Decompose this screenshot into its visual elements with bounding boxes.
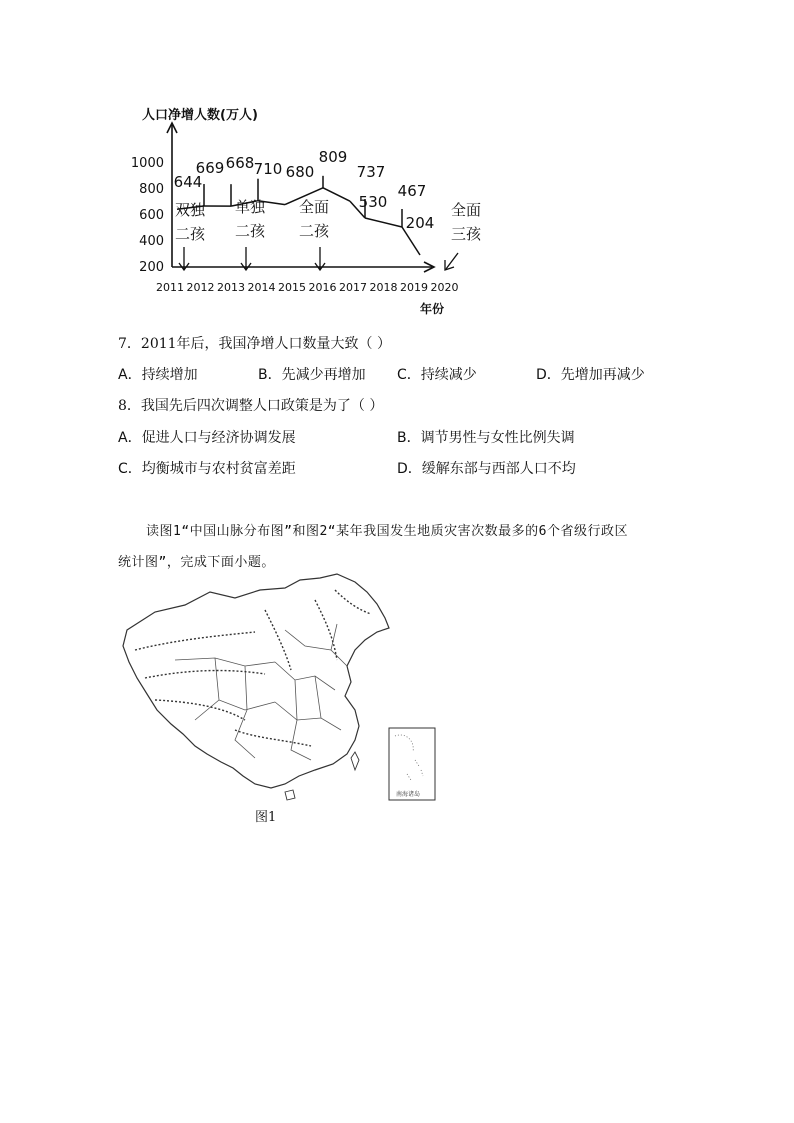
province-borders <box>175 624 347 760</box>
annotation-text: 单独 <box>234 198 266 216</box>
trend-line <box>365 218 402 227</box>
q8-option-b[interactable]: B．调节男性与女性比例失调 <box>397 430 575 446</box>
q7-option-a[interactable]: A．持续增加 <box>118 367 198 383</box>
question-7-stem: 7．2011年后，我国净增人口数量大致（ ） <box>118 336 391 352</box>
chart-x-axis-label: 年份 <box>420 302 445 316</box>
q8-option-d[interactable]: D．缓解东部与西部人口不均 <box>397 461 576 477</box>
x-tick-label: 2017 <box>339 281 367 294</box>
y-tick-label: 600 <box>139 208 164 223</box>
value-label: 809 <box>318 148 348 166</box>
x-tick-label: 2013 <box>217 281 245 294</box>
value-label: 467 <box>397 182 427 200</box>
annotation-text: 三孩 <box>450 225 482 243</box>
annotation-text: 全面 <box>450 201 482 219</box>
intro-line-1: 读图1“中国山脉分布图”和图2“某年我国发生地质灾害次数最多的6个省级行政区 <box>146 524 628 539</box>
figure-1-caption: 图1 <box>255 810 277 825</box>
q8-option-a[interactable]: A．促进人口与经济协调发展 <box>118 430 296 446</box>
population-growth-chart <box>120 95 500 320</box>
china-outline <box>123 574 389 788</box>
x-tick-label: 2012 <box>186 281 215 294</box>
china-mountain-map <box>115 570 445 810</box>
x-tick-label: 2019 <box>400 281 428 294</box>
south-china-sea-inset <box>389 728 435 800</box>
taiwan-island <box>351 752 359 770</box>
policy-arrow <box>446 253 458 269</box>
x-tick-label: 2015 <box>278 281 306 294</box>
y-tick-label: 800 <box>139 182 164 197</box>
y-tick-label: 200 <box>139 260 164 275</box>
value-label: 710 <box>253 160 283 178</box>
x-tick-label: 2016 <box>308 281 337 294</box>
chart-value-labels <box>174 148 435 232</box>
x-tick-label: 2014 <box>247 281 276 294</box>
y-tick-label: 400 <box>139 234 164 249</box>
q7-option-d[interactable]: D．先增加再减少 <box>536 367 645 383</box>
annotation-text: 二孩 <box>298 222 330 240</box>
chart-policy-annotations <box>175 198 482 270</box>
y-tick-label: 1000 <box>130 156 164 171</box>
annotation-text: 双独 <box>174 201 206 219</box>
chart-x-ticks <box>156 281 459 294</box>
value-label: 644 <box>173 173 203 191</box>
annotation-text: 二孩 <box>174 225 206 243</box>
value-label: 669 <box>195 159 225 177</box>
q7-option-b[interactable]: B．先减少再增加 <box>258 367 366 383</box>
x-tick-label: 2011 <box>156 281 184 294</box>
value-label: 668 <box>225 154 255 172</box>
q7-option-c[interactable]: C．持续减少 <box>397 367 477 383</box>
annotation-text: 全面 <box>298 198 330 216</box>
value-label: 680 <box>285 163 315 181</box>
hainan-island <box>285 790 295 800</box>
x-tick-label: 2020 <box>430 281 459 294</box>
x-tick-label: 2018 <box>369 281 398 294</box>
chart-y-axis-label: 人口净增人数(万人) <box>142 108 258 123</box>
q8-option-c[interactable]: C．均衡城市与农村贫富差距 <box>118 461 296 477</box>
annotation-text: 二孩 <box>234 222 266 240</box>
inset-label: 南海诸岛 <box>396 791 421 798</box>
value-label: 204 <box>405 214 435 232</box>
value-label: 530 <box>358 193 388 211</box>
question-8-stem: 8．我国先后四次调整人口政策是为了（ ） <box>118 398 384 414</box>
chart-y-ticks <box>131 156 164 275</box>
value-label: 737 <box>356 163 386 181</box>
intro-line-2: 统计图”，完成下面小题。 <box>118 555 275 570</box>
